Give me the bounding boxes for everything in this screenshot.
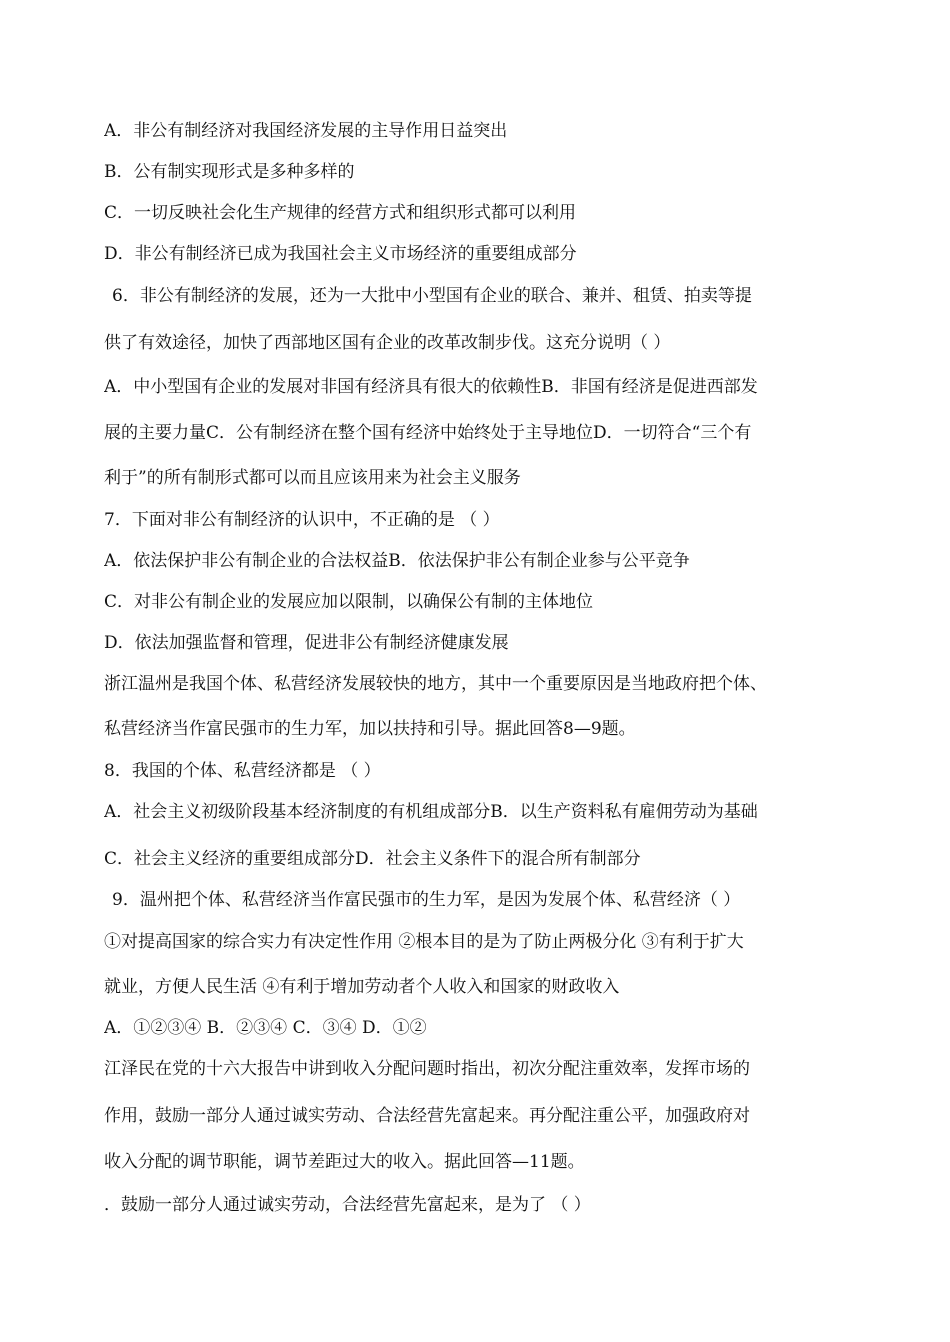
question-9-statements-2: 就业，方便人民生活 ④有利于增加劳动者个人收入和国家的财政收入 (104, 977, 620, 997)
question-6-stem-cont: 供了有效途径，加快了西部地区国有企业的改革改制步伐。这充分说明（ ） (104, 333, 671, 353)
passage-wenzhou-2: 私营经济当作富民强市的生力军，加以扶持和引导。据此回答8—9题。 (104, 719, 636, 739)
option-5b: B．公有制实现形式是多种多样的 (104, 162, 355, 182)
option-5a: A．非公有制经济对我国经济发展的主导作用日益突出 (104, 121, 508, 141)
question-7-options-ab: A．依法保护非公有制企业的合法权益B．依法保护非公有制企业参与公平竞争 (104, 551, 690, 571)
question-6-options-1: A．中小型国有企业的发展对非国有经济具有很大的依赖性B．非国有经济是促进西部发 (104, 377, 758, 397)
question-9-options: A．①②③④ B．②③④ C．③④ D．①② (104, 1018, 427, 1038)
question-8-options-ab: A．社会主义初级阶段基本经济制度的有机组成部分B．以生产资料私有雇佣劳动为基础 (104, 802, 758, 822)
question-7-option-d: D．依法加强监督和管理，促进非公有制经济健康发展 (104, 633, 509, 653)
question-7-stem: 7．下面对非公有制经济的认识中，不正确的是 （ ） (104, 510, 500, 530)
question-6-stem: 6．非公有制经济的发展，还为一大批中小型国有企业的联合、兼并、租赁、拍卖等提 (112, 286, 752, 306)
question-8-stem: 8．我国的个体、私营经济都是 （ ） (104, 761, 381, 781)
question-9-stem: 9．温州把个体、私营经济当作富民强市的生力军，是因为发展个体、私营经济（ ） (112, 890, 741, 910)
question-9-statements-1: ①对提高国家的综合实力有决定性作用 ②根本目的是为了防止两极分化 ③有利于扩大 (104, 932, 744, 952)
question-6-options-2: 展的主要力量C．公有制经济在整个国有经济中始终处于主导地位D．一切符合“三个有 (104, 423, 752, 443)
passage-wenzhou-1: 浙江温州是我国个体、私营经济发展较快的地方，其中一个重要原因是当地政府把个体、 (104, 674, 767, 694)
passage-income-2: 作用，鼓励一部分人通过诚实劳动、合法经营先富起来。再分配注重公平，加强政府对 (104, 1106, 750, 1126)
question-6-options-3: 利于”的所有制形式都可以而且应该用来为社会主义服务 (104, 468, 521, 488)
passage-income-3: 收入分配的调节职能，调节差距过大的收入。据此回答—11题。 (104, 1152, 585, 1172)
question-8-options-cd: C．社会主义经济的重要组成部分D．社会主义条件下的混合所有制部分 (104, 849, 641, 869)
question-10-stem: ．鼓励一部分人通过诚实劳动，合法经营先富起来，是为了 （ ） (104, 1195, 591, 1215)
option-5d: D．非公有制经济已成为我国社会主义市场经济的重要组成部分 (104, 244, 577, 264)
option-5c: C．一切反映社会化生产规律的经营方式和组织形式都可以利用 (104, 203, 577, 223)
passage-income-1: 江泽民在党的十六大报告中讲到收入分配问题时指出，初次分配注重效率，发挥市场的 (104, 1059, 750, 1079)
question-7-option-c: C．对非公有制企业的发展应加以限制，以确保公有制的主体地位 (104, 592, 594, 612)
